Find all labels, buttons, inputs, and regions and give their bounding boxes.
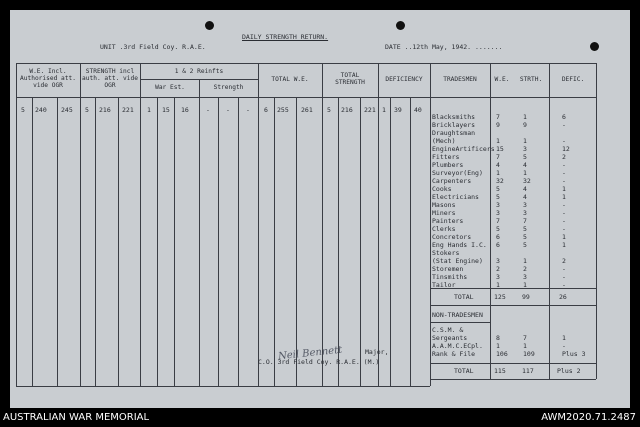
trade-name: Stokers (432, 249, 460, 257)
trade-we: 9 (496, 121, 500, 129)
trade-we: 3 (496, 209, 500, 217)
trade-def: 2 (562, 153, 566, 161)
trade-def: Plus 3 (562, 350, 586, 358)
trade-name: Fitters (432, 153, 460, 161)
main-row-cell: - (206, 106, 210, 114)
col-line (218, 97, 219, 386)
non-tradesmen-total-we: 115 (494, 367, 506, 375)
footer-institution: AUSTRALIAN WAR MEMORIAL (3, 412, 150, 423)
trade-name: Storemen (432, 265, 464, 273)
tradesmen-total-def: 26 (559, 293, 567, 301)
signature-rank: Major, (365, 348, 389, 356)
trade-str: 1 (523, 342, 527, 350)
nontrades-header-line (430, 322, 490, 323)
trade-str: 7 (523, 217, 527, 225)
col-line (322, 63, 323, 386)
unit-label: UNIT .3rd Field Coy. R.A.E. (100, 43, 206, 51)
trade-name: Cooks (432, 185, 452, 193)
trade-name: Carpenters (432, 177, 472, 185)
col-line (174, 97, 175, 386)
trade-str: 3 (523, 209, 527, 217)
form-title: DAILY STRENGTH RETURN. (242, 33, 329, 41)
col-line (16, 63, 17, 386)
tradesmen-total-label: TOTAL (454, 293, 474, 301)
date-label: DATE ..12th May, 1942. ....... (385, 43, 503, 51)
trade-name: Blacksmiths (432, 113, 476, 121)
trade-we: 8 (496, 334, 500, 342)
trade-str: 7 (523, 334, 527, 342)
trade-def: - (562, 209, 566, 217)
trade-name: Surveyor(Eng) (432, 169, 483, 177)
handwritten-signature: Neil Bennett (277, 344, 343, 363)
trade-def: - (562, 273, 566, 281)
trade-def: - (562, 177, 566, 185)
header-strth: STRTH. (519, 76, 543, 83)
header-bottom-line (16, 97, 596, 98)
non-tradesmen-header: NON-TRADESMEN (432, 311, 483, 319)
main-row-cell: 261 (301, 106, 313, 114)
header-strength: STRENGTH incl auth. att. vide OGR (82, 68, 138, 89)
main-row-cell: 39 (394, 106, 402, 114)
header-reinfts: 1 & 2 Reinfts (174, 68, 224, 75)
trade-we: 6 (496, 241, 500, 249)
trade-def: 12 (562, 145, 570, 153)
tradesmen-total-str: 99 (522, 293, 530, 301)
col-line (378, 63, 379, 386)
trade-we: 7 (496, 153, 500, 161)
trade-we: 32 (496, 177, 504, 185)
trade-we: 5 (496, 185, 500, 193)
trade-we: 5 (496, 193, 500, 201)
trade-str: 1 (523, 281, 527, 289)
trade-str: 3 (523, 201, 527, 209)
col-line (549, 63, 550, 379)
trade-def: 1 (562, 241, 566, 249)
col-line (258, 63, 259, 386)
main-row-cell: 221 (364, 106, 376, 114)
trade-str: 5 (523, 153, 527, 161)
trade-def: 1 (562, 185, 566, 193)
trade-def: 2 (562, 257, 566, 265)
trade-def: 1 (562, 233, 566, 241)
trade-name: (Mech) (432, 137, 456, 145)
trade-def: - (562, 281, 566, 289)
header-war-est: War Est. (155, 84, 185, 91)
col-line (80, 63, 81, 386)
trade-def: 1 (562, 334, 566, 342)
trade-name: Sergeants (432, 334, 468, 342)
trade-str: 1 (523, 113, 527, 121)
trade-name: EngineArtificers (432, 145, 495, 153)
header-we: W.E. (494, 76, 510, 83)
trade-we: 1 (496, 169, 500, 177)
col-line (199, 79, 200, 386)
col-line (274, 97, 275, 386)
trade-we: 2 (496, 265, 500, 273)
main-row-cell: 15 (162, 106, 170, 114)
trade-str: 1 (523, 137, 527, 145)
trade-str: 4 (523, 185, 527, 193)
main-row-cell: 240 (35, 106, 47, 114)
trade-def: - (562, 169, 566, 177)
trade-we: 4 (496, 161, 500, 169)
trade-name: Bricklayers (432, 121, 476, 129)
punch-hole (590, 42, 599, 51)
header-total-strength: TOTAL STRENGTH (335, 72, 365, 86)
main-row-cell: 1 (147, 106, 151, 114)
header-tradesmen: TRADESMEN (443, 76, 477, 83)
trade-we: 6 (496, 233, 500, 241)
trade-def: 6 (562, 113, 566, 121)
col-line (390, 97, 391, 386)
table-bottom-line (16, 386, 430, 387)
trade-str: 5 (523, 225, 527, 233)
main-row-cell: 1 (382, 106, 386, 114)
trade-def: - (562, 342, 566, 350)
main-row-cell: - (246, 106, 250, 114)
punch-hole (396, 21, 405, 30)
trade-str: 5 (523, 241, 527, 249)
trade-str: 4 (523, 161, 527, 169)
trade-we: 7 (496, 113, 500, 121)
trade-str: 2 (523, 265, 527, 273)
trade-name: Clerks (432, 225, 456, 233)
trade-str: 109 (523, 350, 535, 358)
tradesmen-total-we: 125 (494, 293, 506, 301)
trade-we: 3 (496, 257, 500, 265)
col-line (118, 97, 119, 386)
footer-accession-number: AWM2020.71.2487 (541, 412, 636, 423)
trade-name: A.A.M.C.ECpl. (432, 342, 483, 350)
main-row-cell: 5 (21, 106, 25, 114)
col-line (57, 97, 58, 386)
trade-name: Miners (432, 209, 456, 217)
trade-we: 1 (496, 342, 500, 350)
non-tradesmen-total-label: TOTAL (454, 367, 474, 375)
trade-str: 4 (523, 193, 527, 201)
trade-we: 106 (496, 350, 508, 358)
main-row-cell: 16 (181, 106, 189, 114)
main-row-cell: 6 (264, 106, 268, 114)
col-line (157, 97, 158, 386)
trade-name: Painters (432, 217, 464, 225)
trade-we: 5 (496, 225, 500, 233)
trade-str: 32 (523, 177, 531, 185)
header-we-incl: W.E. Incl. Authorised att. vide OGR (20, 68, 76, 89)
header-defic: DEFIC. (561, 76, 585, 83)
trade-def: - (562, 265, 566, 273)
trade-def: - (562, 121, 566, 129)
trade-name: Masons (432, 201, 456, 209)
archive-footer (0, 408, 640, 427)
trade-we: 3 (496, 201, 500, 209)
trade-str: 1 (523, 257, 527, 265)
non-tradesmen-total-str: 117 (522, 367, 534, 375)
col-line (490, 63, 491, 379)
nontrades-total-line (430, 363, 596, 364)
main-row-cell: - (226, 106, 230, 114)
trade-we: 15 (496, 145, 504, 153)
main-row-cell: 40 (414, 106, 422, 114)
main-row-cell: 216 (99, 106, 111, 114)
col-line (140, 63, 141, 386)
punch-hole (205, 21, 214, 30)
trade-def: 1 (562, 193, 566, 201)
trade-str: 1 (523, 169, 527, 177)
nontrades-total-bottom (430, 379, 596, 380)
trade-str: 5 (523, 233, 527, 241)
header-total-we: TOTAL W.E. (271, 76, 309, 83)
header-deficiency: DEFICIENCY (385, 76, 423, 83)
trade-we: 1 (496, 281, 500, 289)
main-row-cell: 221 (122, 106, 134, 114)
trade-we: 3 (496, 273, 500, 281)
trade-def: - (562, 217, 566, 225)
trade-def: - (562, 201, 566, 209)
trade-def: - (562, 161, 566, 169)
trade-str: 3 (523, 273, 527, 281)
non-tradesmen-total-def: Plus 2 (557, 367, 581, 375)
col-line (338, 97, 339, 386)
trade-def: - (562, 137, 566, 145)
trade-str: 3 (523, 145, 527, 153)
trade-str: 9 (523, 121, 527, 129)
document-sheet (10, 10, 630, 408)
trade-name: Tinsmiths (432, 273, 468, 281)
header-reinfts-strength: Strength (213, 84, 244, 91)
col-line (32, 97, 33, 386)
trade-name: Tailor (432, 281, 456, 289)
trade-name: Rank & File (432, 350, 476, 358)
trade-name: (Stat Engine) (432, 257, 483, 265)
col-line (410, 97, 411, 386)
col-line (596, 63, 597, 379)
trade-we: 7 (496, 217, 500, 225)
trade-we: 1 (496, 137, 500, 145)
trade-name: Electricians (432, 193, 479, 201)
main-row-cell: 5 (327, 106, 331, 114)
trade-name: Draughtsman (432, 129, 476, 137)
col-line (360, 97, 361, 386)
col-line (430, 63, 431, 386)
trade-name: Concretors (432, 233, 472, 241)
trade-name: Eng Hands I.C. (432, 241, 487, 249)
main-row-cell: 216 (341, 106, 353, 114)
signature-unit: C.O. 3rd Field Coy. R.A.E. (M.) (258, 358, 380, 366)
col-line (238, 97, 239, 386)
trades-total-bottom (430, 305, 596, 306)
trade-name: Plumbers (432, 161, 464, 169)
main-row-cell: 5 (85, 106, 89, 114)
trade-name: C.S.M. & (432, 326, 464, 334)
col-line (296, 97, 297, 386)
col-line (95, 97, 96, 386)
main-row-cell: 245 (61, 106, 73, 114)
trade-def: - (562, 225, 566, 233)
table-top-line (16, 63, 596, 64)
main-row-cell: 255 (277, 106, 289, 114)
